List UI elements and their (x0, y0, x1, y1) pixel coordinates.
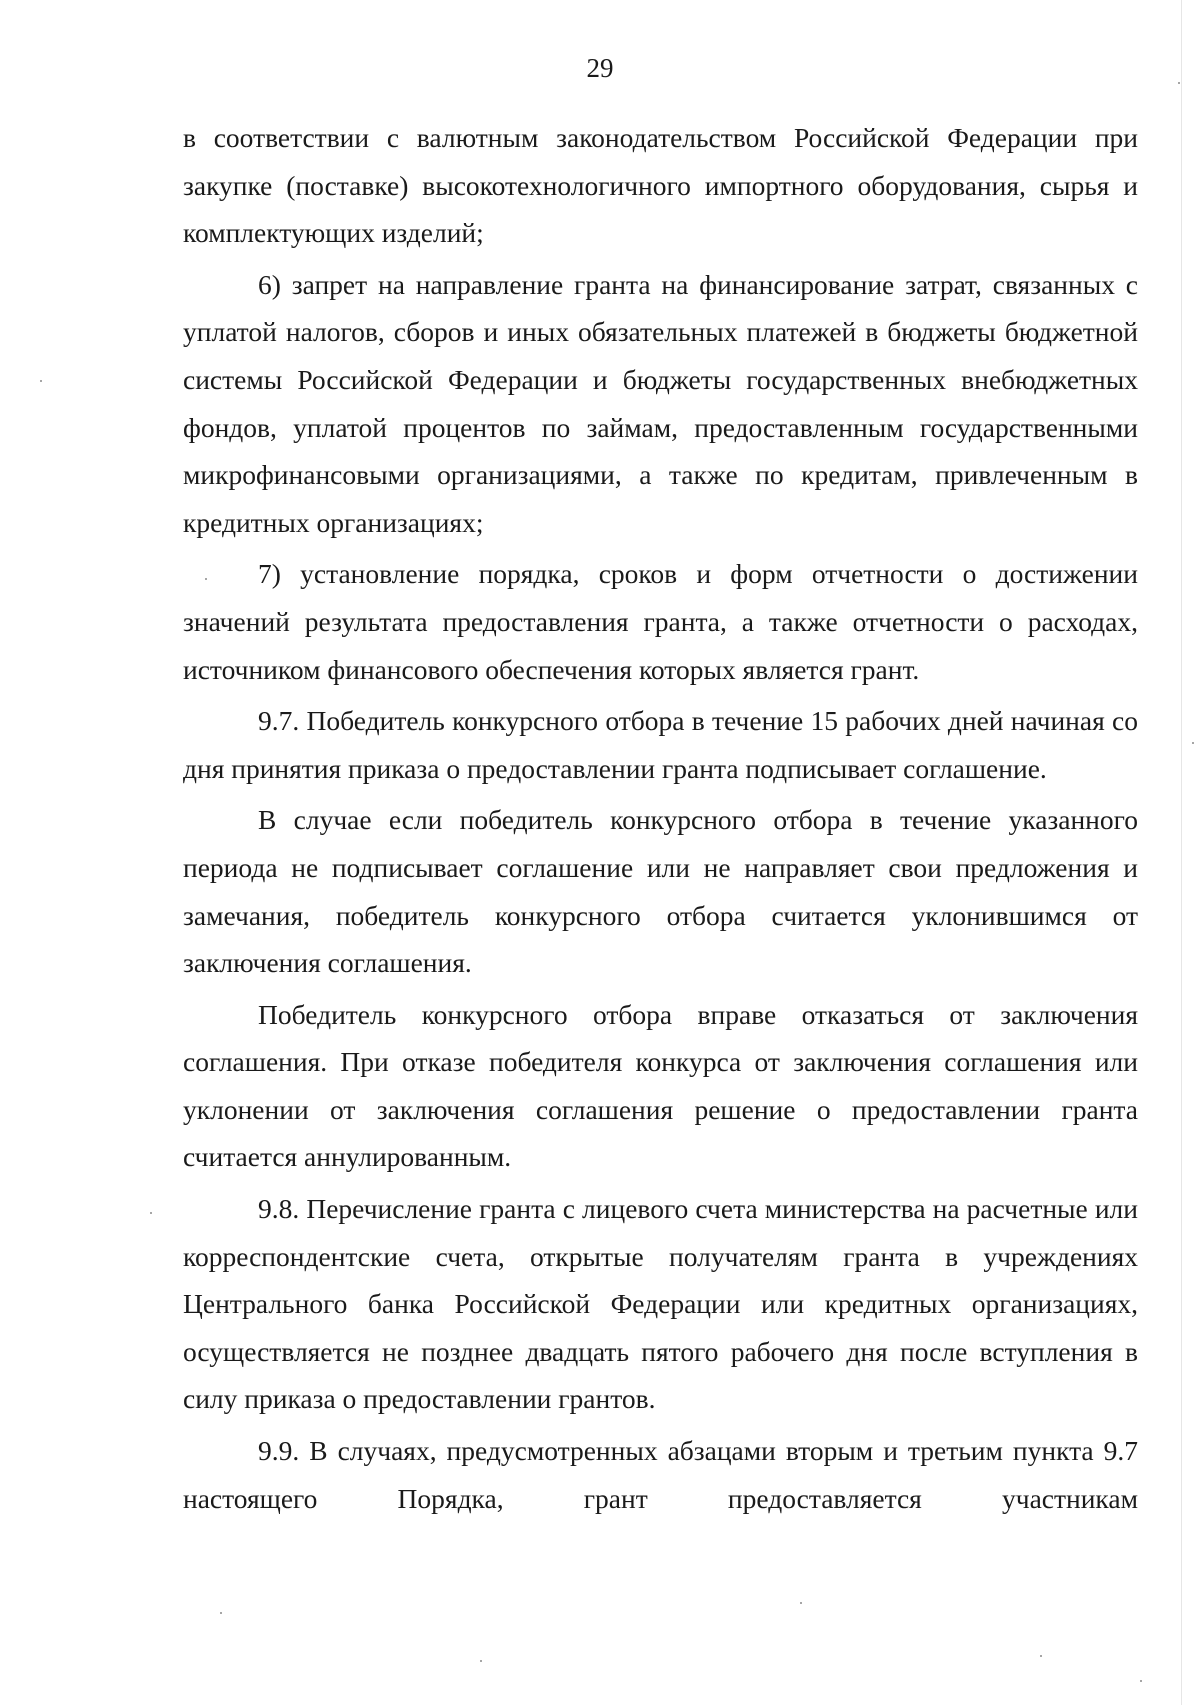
paragraph-item-7-reporting: 7) установление порядка, сроков и форм отчетности о достижении значений результата предоставления гранта, а также отчетности о расходах, источником финансового обеспечения которых является грант. (183, 558, 1138, 685)
document-body (183, 114, 1138, 1522)
paragraph-9-9-cases: 9.9. В случаях, предусмотренных абзацами вторым и третьим пункта 9.7 настоящего Порядка, грант предоставляется участникам (183, 1435, 1138, 1514)
scan-speck (150, 1212, 152, 1214)
scan-speck (480, 1660, 482, 1662)
scan-speck (1040, 1655, 1042, 1657)
paragraph-9-8-transfer: 9.8. Перечисление гранта с лицевого счета министерства на расчетные или корреспондентские счета, открытые получателям гранта в учреждениях Центрального банка Российской Федерации или кредитных организациях, осуществляется не позднее двадцать пятого рабочего дня после вступления в силу приказа о предоставлении грантов. (183, 1193, 1138, 1415)
scan-speck (205, 578, 207, 580)
scan-speck (40, 380, 42, 382)
paragraph-item-6-grant-restriction: 6) запрет на направление гранта на финансирование затрат, связанных с уплатой налогов, сборов и иных обязательных платежей в бюджеты бюджетной системы Российской Федерации и бюджеты государственных внебюджетных фондов, уплатой процентов по займам, предоставленным государственными микрофинансовыми организациями, а также по кредитам, привлеченным в кредитных организациях; (183, 268, 1138, 538)
page-number: 29 (586, 53, 614, 83)
scan-edge-line (1181, 0, 1182, 1705)
scan-speck (1140, 1680, 1142, 1682)
scan-speck (1178, 82, 1180, 84)
paragraph-9-7-signing: 9.7. Победитель конкурсного отбора в течение 15 рабочих дней начиная со дня принятия приказа о предоставлении гранта подписывает соглашение. (183, 705, 1138, 784)
scan-speck (800, 1602, 802, 1604)
scan-speck (220, 1612, 222, 1614)
paragraph-9-7-refusal: Победитель конкурсного отбора вправе отказаться от заключения соглашения. При отказе победителя конкурса от заключения соглашения или уклонении от заключения соглашения решение о предоставлении гранта считается аннулированным. (183, 998, 1138, 1173)
paragraph-currency-law-continuation: в соответствии с валютным законодательством Российской Федерации при закупке (поставке) высокотехнологичного импортного оборудования, сырья и комплектующих изделий; (183, 122, 1138, 249)
scan-speck (1192, 742, 1194, 744)
paragraph-9-7-evasion: В случае если победитель конкурсного отбора в течение указанного периода не подписывает соглашение или не направляет свои предложения и замечания, победитель конкурсного отбора считается уклонившимся от заключения соглашения. (183, 804, 1138, 979)
